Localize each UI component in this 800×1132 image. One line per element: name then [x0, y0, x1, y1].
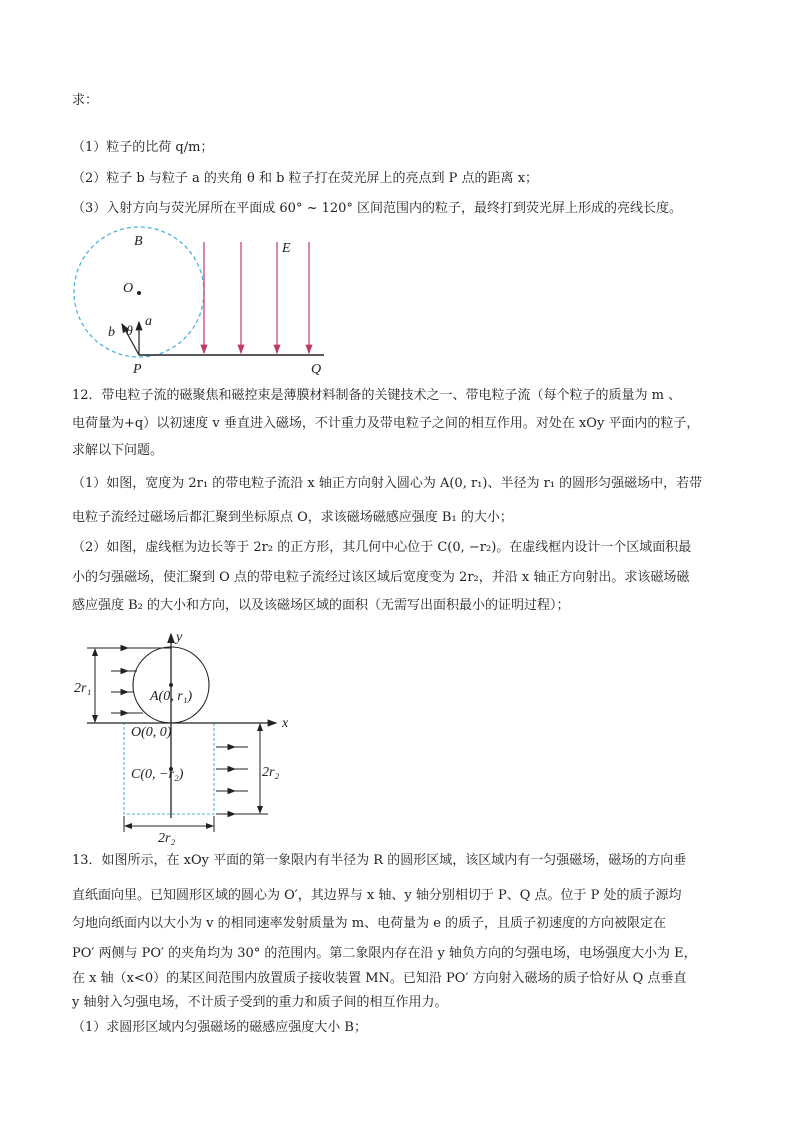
q13-line-2: 直纸面向里。已知圆形区域的圆心为 O′，其边界与 x 轴、y 轴分别相切于 P、Q 点。位于 P 处的质子源均	[72, 888, 682, 903]
q11-part3: （3）入射方向与荧光屏所在平面成 60° ~ 120° 区间范围内的粒子，最终打到荧光屏上形成的亮线长度。	[72, 201, 683, 216]
electric-field-lines	[204, 242, 309, 353]
q11-part1: （1）粒子的比荷 q/m；	[72, 140, 214, 155]
dimension-lines	[87, 648, 260, 832]
label-A: A(0, r₁)	[150, 689, 193, 704]
label-2r2-right: 2r₂	[262, 765, 280, 780]
q12-line-5: 电粒子流经过磁场后都汇聚到坐标原点 O，求该磁场磁感应强度 B₁ 的大小；	[72, 510, 513, 525]
q13-line-1: 13．如图所示，在 xOy 平面的第一象限内有半径为 R 的圆形区域，该区域内有一匀强磁场，磁场的方向垂	[72, 853, 687, 868]
q13-line-6: y 轴射入匀强电场，不计质子受到的重力和质子间的相互作用力。	[72, 995, 448, 1010]
q12-line-7: 小的匀强磁场，使汇聚到 O 点的带电粒子流经过该区域后宽度变为 2r₂，并沿 x 轴正方向射出。求该磁场磁	[72, 570, 690, 585]
q11-part2: （2）粒子 b 与粒子 a 的夹角 θ 和 b 粒子打在荧光屏上的亮点到 P 点的距离 x；	[72, 171, 539, 186]
point-A	[169, 683, 173, 687]
q12-line-2: 电荷量为+q）以初速度 v 垂直进入磁场，不计重力及带电粒子之间的相互作用。对处在 xOy 平面内的粒子，	[72, 416, 700, 431]
figure-q11	[74, 227, 324, 377]
q13-line-7: （1）求圆形区域内匀强磁场的磁感应强度大小 B；	[72, 1020, 367, 1035]
label-2r2-bottom: 2r₂	[158, 831, 176, 846]
figure-q12	[74, 630, 289, 846]
label-a: a	[145, 314, 152, 329]
label-2r1: 2r₁	[74, 681, 92, 696]
label-E: E	[282, 241, 291, 256]
label-C: C(0, −r₂)	[131, 767, 184, 782]
label-O: O	[123, 281, 134, 296]
q12-line-4: （1）如图，宽度为 2r₁ 的带电粒子流沿 x 轴正方向射入圆心为 A(0, r₁)、半径为 r₁ 的圆形匀强磁场中，若带	[72, 476, 703, 491]
label-b: b	[108, 325, 115, 340]
label-B: B	[134, 234, 143, 249]
label-x: x	[282, 716, 289, 731]
q11-ask: 求：	[72, 93, 99, 108]
q13-line-4: PO′ 两侧与 PO′ 的夹角均为 30° 的范围内。第二象限内存在沿 y 轴负方向的匀强电场，电场强度大小为 E，	[72, 946, 697, 961]
center-dot	[137, 291, 141, 295]
label-y: y	[176, 630, 183, 645]
label-P: P	[133, 362, 142, 377]
q12-line-6: （2）如图，虚线框为边长等于 2r₂ 的正方形，其几何中心位于 C(0, −r₂)。在虚线框内设计一个区域面积最	[72, 540, 692, 555]
label-theta: θ	[126, 324, 133, 339]
q13-line-5: 在 x 轴（x<0）的某区间范围内放置质子接收装置 MN。已知沿 PO′ 方向射入磁场的质子恰好从 Q 点垂直	[72, 971, 687, 986]
label-O: O(0, 0)	[131, 725, 172, 740]
q12-line-8: 感应强度 B₂ 的大小和方向，以及该磁场区域的面积（无需写出面积最小的证明过程）；	[72, 598, 570, 613]
label-Q: Q	[311, 362, 322, 377]
q12-line-1: 12．带电粒子流的磁聚焦和磁控束是薄膜材料制备的关键技术之一、带电粒子流（每个粒子的质量为 m 、	[72, 388, 682, 403]
q12-line-3: 求解以下问题。	[72, 443, 164, 458]
q13-line-3: 匀地向纸面内以大小为 v 的相同速率发射质量为 m、电荷量为 e 的质子，且质子初速度的方向被限定在	[72, 916, 667, 931]
